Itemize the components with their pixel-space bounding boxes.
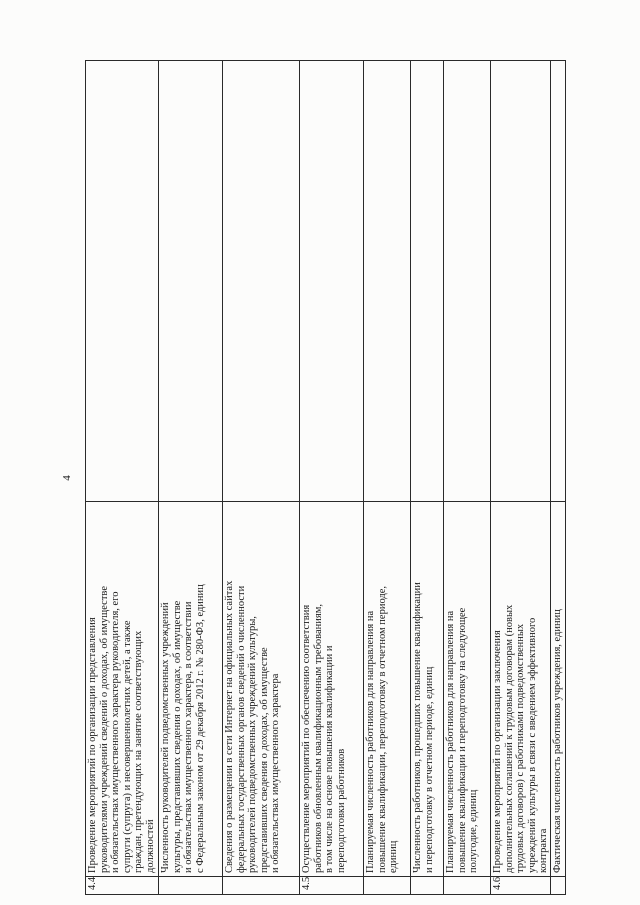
table-row — [300, 61, 364, 895]
row-number-cell: 4.5 — [300, 877, 364, 895]
empty-cell — [444, 61, 491, 502]
row-number-cell — [444, 877, 491, 895]
empty-cell — [364, 61, 411, 502]
empty-cell — [86, 61, 159, 502]
table-row — [159, 61, 223, 895]
measures-table — [85, 60, 566, 895]
row-text-cell: Сведения о размещении в сети Интернет на официальных сайтах федеральных государственных органов сведений о численности руководителей подведомственных учреждений культуры, представивших сведения о доходах, об имуществе и обязательствах имущественного характера — [223, 502, 300, 877]
row-text-cell: Планируемая численность работников для направления на повышение квалификации, переподготовку в отчетном периоде, единиц — [364, 502, 411, 877]
row-text-cell: Численность работников, прошедших повышение квалификации и переподготовку в отчетном периоде, единиц — [411, 502, 444, 877]
row-number-cell — [411, 877, 444, 895]
table-row — [86, 61, 159, 895]
row-number-cell — [551, 877, 566, 895]
row-number-cell — [364, 877, 411, 895]
rotated-landscape-page — [45, 60, 605, 895]
empty-cell — [411, 61, 444, 502]
empty-cell — [300, 61, 364, 502]
empty-cell — [491, 61, 551, 502]
row-text-cell: Фактическая численность работников учреждения, единиц — [551, 502, 566, 877]
empty-cell — [159, 61, 223, 502]
table-row — [551, 61, 566, 895]
row-number-cell: 4.4 — [86, 877, 159, 895]
row-text-cell: Численность руководителей подведомственных учреждений культуры, представивших сведения о доходах, об имуществе и обязательствах имущественного характера, в соответствии с Федеральным законом от 29 декабря 2012 г. № 280-ФЗ, единиц — [159, 502, 223, 877]
row-text-cell: Проведение мероприятий по организации заключения дополнительных соглашений к трудовым договорам (новых трудовых договоров) с работниками подведомственных учреждений культуры в связи с введением эффективного контракта — [491, 502, 551, 877]
row-number-cell — [223, 877, 300, 895]
row-text-cell: Осуществление мероприятий по обеспечению соответствия работников обновленным квалификационным требованиям, в том числе на основе повышения квалификации и переподготовки работников — [300, 502, 364, 877]
table-row — [491, 61, 551, 895]
row-number-cell: 4.6 — [491, 877, 551, 895]
table-row — [223, 61, 300, 895]
empty-cell — [551, 61, 566, 502]
row-number-cell — [159, 877, 223, 895]
table-row — [364, 61, 411, 895]
page-number: 4 — [61, 475, 73, 481]
table-row — [444, 61, 491, 895]
row-text-cell: Планируемая численность работников для направления на повышение квалификации и переподготовку на следующее полугодие, единиц — [444, 502, 491, 877]
empty-cell — [223, 61, 300, 502]
row-text-cell: Проведение мероприятий по организации представления руководителями учреждений сведений о доходах, об имуществе и обязательствах имущественного характера руководителя, его супруги (супруга) и несовершеннолетних детей, а также граждан, претендующих на занятие соответствующих должностей — [86, 502, 159, 877]
table-row — [411, 61, 444, 895]
